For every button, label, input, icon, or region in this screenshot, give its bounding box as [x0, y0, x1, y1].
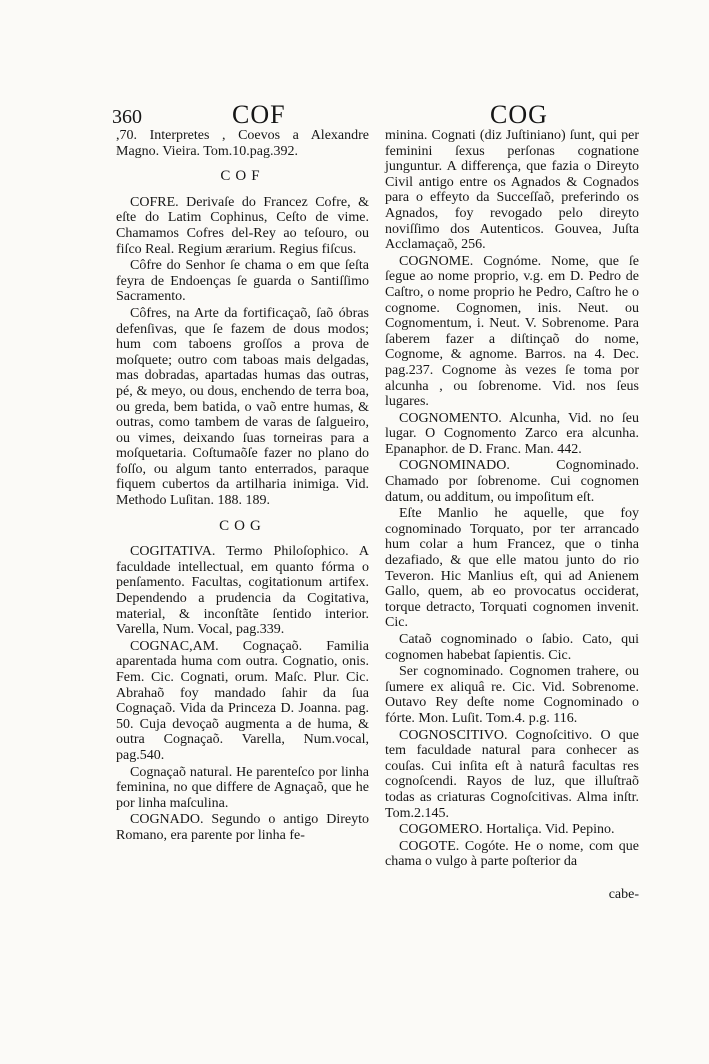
entry-cogote: COGOTE. Cogóte. He o nome, com que chama o vulgo à parte poſterior da: [385, 838, 639, 870]
entry-cogitativa: COGITATIVA. Termo Philoſophico. A faculdade intellectual, em quanto fórma o penſamento. Facultas, cogitationum artifex. Dependendo a prudencia da Cogitativa, material, & inconſtãte ſentido interior. Varella, Num. Vocal, pag.339.: [116, 544, 369, 638]
entry-cognominado: COGNOMINADO. Cognominado. Chamado por ſobrenome. Cui cognomen datum, ou additum, ou impoſitum eſt.: [385, 458, 639, 505]
right-column: [385, 128, 639, 871]
page-number: 360: [112, 106, 142, 128]
entry-continuation: ,70. Interpretes , Coevos a Alexandre Magno. Vieira. Tom.10.pag.392.: [116, 128, 369, 159]
catchword: cabe-: [608, 887, 639, 902]
right-running-head: COG: [490, 100, 548, 129]
section-heading-cof: COF: [220, 168, 265, 185]
entry-continuation-right: minina. Cognati (diz Juſtiniano) ſunt, qui per feminini ſexus perſonas cognatione junguntur. A differença, que fazia o Direyto Civil antigo entre os Agnados & Cognados para o effeyto da Succeſſaõ, preferindo os Agnados, foy revogado pelo direyto noviſſimo dos Autenticos. Gouvea, Juſta Acclamaçaõ, 256.: [385, 128, 639, 253]
entry-catao: Cataõ cognominado o ſabio. Cato, qui cognomen habebat ſapientis. Cic.: [385, 632, 639, 663]
entry-cognado: COGNADO. Segundo o antigo Direyto Romano, era parente por linha fe-: [116, 812, 369, 843]
left-running-head: COF: [232, 100, 286, 129]
entry-cofre: COFRE. Derivaſe do Francez Cofre, & eſte do Latim Cophinus, Ceſto de vime. Chamamos Cofres del-Rey ao teſouro, ou fiſco Real. Regium ærarium. Regius fiſcus.: [116, 194, 369, 257]
entry-cofre-senhor: Côfre do Senhor ſe chama o em que ſeſta feyra de Endoenças ſe guarda o Santiſſimo Sacramento.: [116, 258, 369, 305]
section-heading-cog: COG: [219, 517, 266, 534]
entry-cogomero: COGOMERO. Hortaliça. Vid. Pepino.: [399, 822, 615, 838]
entry-cognacao-natural: Cognaçaõ natural. He parenteſco por linha feminina, no que differe de Agnaçaõ, que he por linha maſculina.: [116, 764, 369, 811]
left-column: [116, 128, 369, 845]
entry-cofres-fortificacao: Côfres, na Arte da fortificaçaõ, ſaõ óbras defenſivas, que ſe fazem de dous modos; hum com taboens groſſos a prova de moſquete; outro com taboas mais delgadas, mas dobradas, apartadas humas das outras, pé, & meyo, ou dous, enchendo de terra boa, ou greda, bem batida, o vaõ entre humas, & outras, como tambem de varas de ſalgueiro, ou vimes, deixando ſuas torneiras para a moſquetaria. Coſtumaõſe fazer no plano do foſſo, ou algum tanto enterrados, paraque fiquem cubertos da artilharia inimiga. Vid. Methodo Luſitan. 188. 189.: [116, 305, 369, 509]
entry-cognoscitivo: COGNOSCITIVO. Cognoſcitivo. O que tem faculdade natural para conhecer as couſas. Cui inſita eſt à naturâ facultas res cognoſcendi. Rayos de luz, que illuſtraõ todas as criaturas Cognoſcitivas. Alma inſtr. Tom.2.145.: [385, 727, 639, 821]
entry-manlio: Eſte Manlio he aquelle, que foy cognominado Torquato, por ter arrancado hum colar a hum Francez, que o tinha dezafiado, & que elle matou junto do rio Teveron. Hic Manlius eſt, qui ad Anienem Gallo, quem, ab eo provocatus occiderat, torque detracto, Torquati cognomen invenit. Cic.: [385, 506, 639, 631]
entry-cognomento: COGNOMENTO. Alcunha, Vid. no ſeu lugar. O Cognomento Zarco era alcunha. Epanaphor. de D. Franc. Man. 442.: [385, 410, 639, 457]
entry-cognome: COGNOME. Cognóme. Nome, que ſe ſegue ao nome proprio, v.g. em D. Pedro de Caſtro, o nome proprio he Pedro, Caſtro he o cognome. Cognomen, inis. Neut. ou Cognomentum, i. Neut. V. Sobrenome. Para ſaberem fazer a diſtinçaõ do nome, Cognome, & agnome. Barros. na 4. Dec. pag.237. Cognome às vezes ſe toma por alcunha , ou ſobrenome. Vid. nos ſeus lugares.: [385, 253, 639, 410]
entry-cognacam: COGNAC,AM. Cognaçaõ. Familia aparentada huma com outra. Cognatio, onis. Fem. Cic. Cognati, orum. Maſc. Plur. Cic. Abrahaõ foy mandado ſahir da ſua Cognaçaõ. Vida da Princeza D. Joanna. pag. 50. Cuja devoçaõ augmenta a de huma, & outra Cognaçaõ. Varella, Num.vocal, pag.540.: [116, 638, 369, 763]
entry-ser-cognominado: Ser cognominado. Cognomen trahere, ou ſumere ex aliquâ re. Cic. Vid. Sobrenome. Outavo Rey deſte nome Cognominado o fórte. Mon. Luſit. Tom.4. p.g. 116.: [385, 664, 639, 726]
